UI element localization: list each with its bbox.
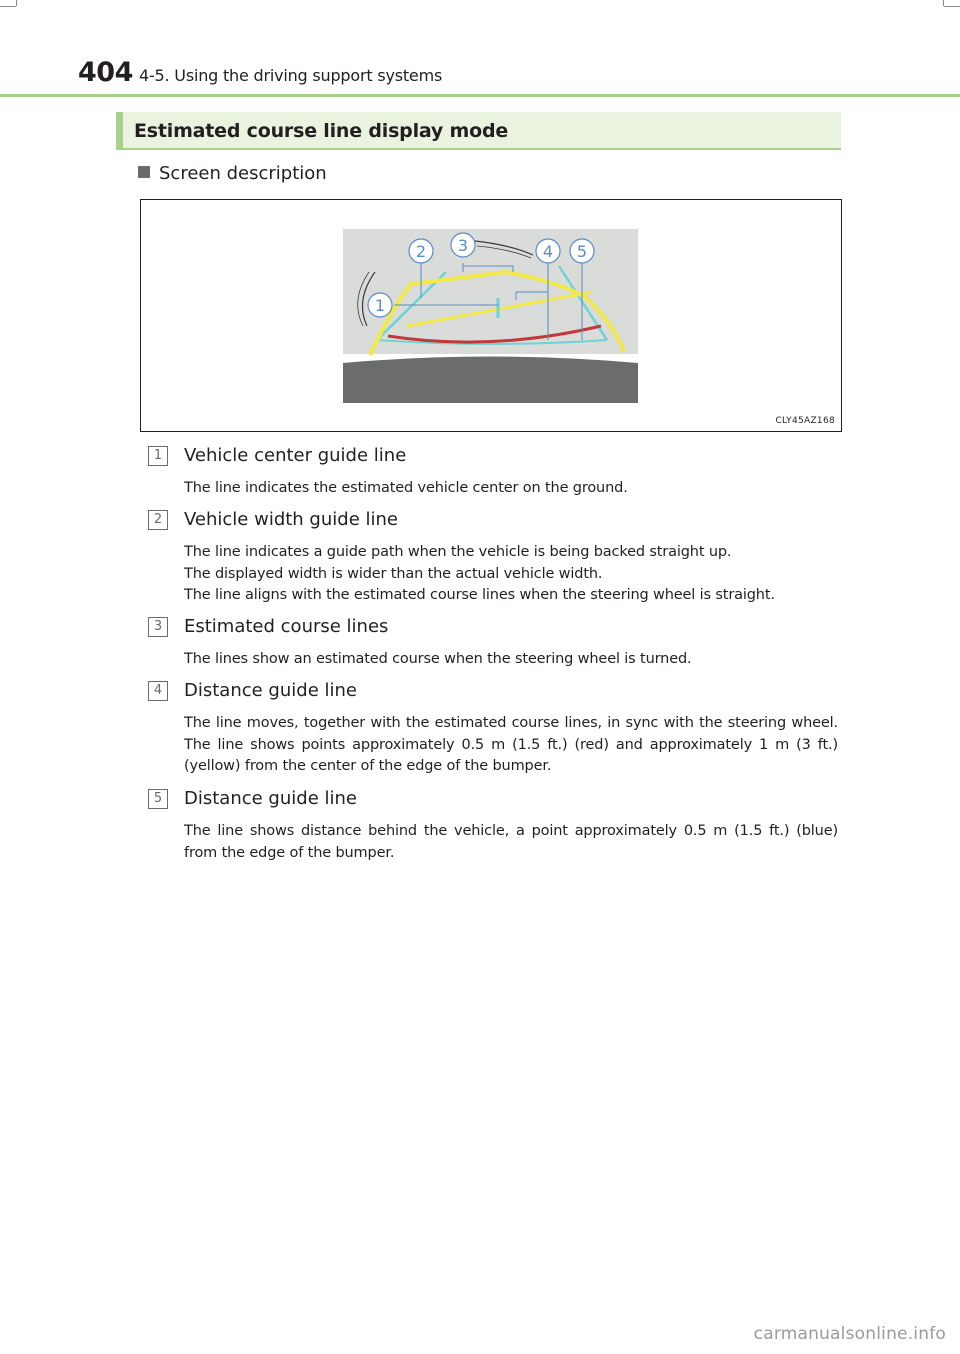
section-title-box [116, 112, 841, 150]
figure-id: CLY45AZ168 [775, 416, 835, 426]
section-title-bar [116, 112, 123, 150]
page-number: 404 [78, 57, 133, 88]
watermark: carmanualsonline.info [753, 1324, 946, 1344]
crop-mark-top-left-v [16, 0, 17, 6]
square-bullet-icon [138, 166, 150, 178]
item-title: Estimated course lines [184, 616, 389, 637]
callout-1 [368, 293, 392, 317]
callout-1-label: 1 [374, 296, 386, 315]
item-description-line: The line indicates the estimated vehicle center on the ground. [184, 480, 628, 496]
section-title-underline [116, 148, 841, 150]
item-description-line: The displayed width is wider than the actual vehicle width. [184, 565, 603, 582]
item-description [184, 713, 838, 778]
crop-mark-top-right-h [944, 6, 960, 7]
camera-screen-illustration [141, 200, 841, 431]
callout-2 [409, 239, 433, 263]
subheading-text: Screen description [159, 163, 327, 184]
item-description-line: The line aligns with the estimated course lines when the steering wheel is straight. [184, 587, 775, 603]
callout-2-label: 2 [415, 242, 427, 261]
item-description-line: The line moves, together with the estimated course lines, in sync with the steering wheel. The line shows points approximately 0.5 m (1.5 ft.) (red) and approximately 1 m (3 ft.) (yellow) from the center of the edge of the bumper. [184, 715, 838, 774]
callout-4-label: 4 [542, 242, 554, 261]
item-description-line: The line indicates a guide path when the vehicle is being backed straight up. [184, 544, 732, 560]
callout-4 [536, 239, 560, 263]
item-title: Distance guide line [184, 680, 357, 701]
bumper-area [343, 357, 638, 404]
item-number-badge: 1 [148, 446, 168, 466]
item-title: Vehicle width guide line [184, 509, 398, 530]
item-number-badge: 5 [148, 789, 168, 809]
item-description-line: The lines show an estimated course when the steering wheel is turned. [184, 651, 692, 667]
callout-3 [451, 233, 475, 257]
section-title: Estimated course line display mode [134, 120, 509, 142]
header-rule [0, 94, 960, 97]
item-description [184, 649, 838, 671]
callout-5-label: 5 [576, 242, 588, 261]
item-title: Vehicle center guide line [184, 445, 407, 466]
item-number-badge: 2 [148, 510, 168, 530]
item-description [184, 542, 838, 607]
item-title: Distance guide line [184, 788, 357, 809]
subheading [138, 163, 327, 185]
item-number-badge: 3 [148, 617, 168, 637]
camera-screen-figure [140, 199, 842, 432]
item-description [184, 821, 838, 864]
crop-mark-top-left-h [0, 6, 16, 7]
callout-3-label: 3 [457, 236, 469, 255]
callout-5 [570, 239, 594, 263]
item-description-line: The line shows distance behind the vehicle, a point approximately 0.5 m (1.5 ft.) (blue) from the edge of the bumper. [184, 823, 838, 861]
item-description [184, 478, 838, 500]
section-header: 4-5. Using the driving support systems [139, 66, 443, 85]
item-number-badge: 4 [148, 681, 168, 701]
